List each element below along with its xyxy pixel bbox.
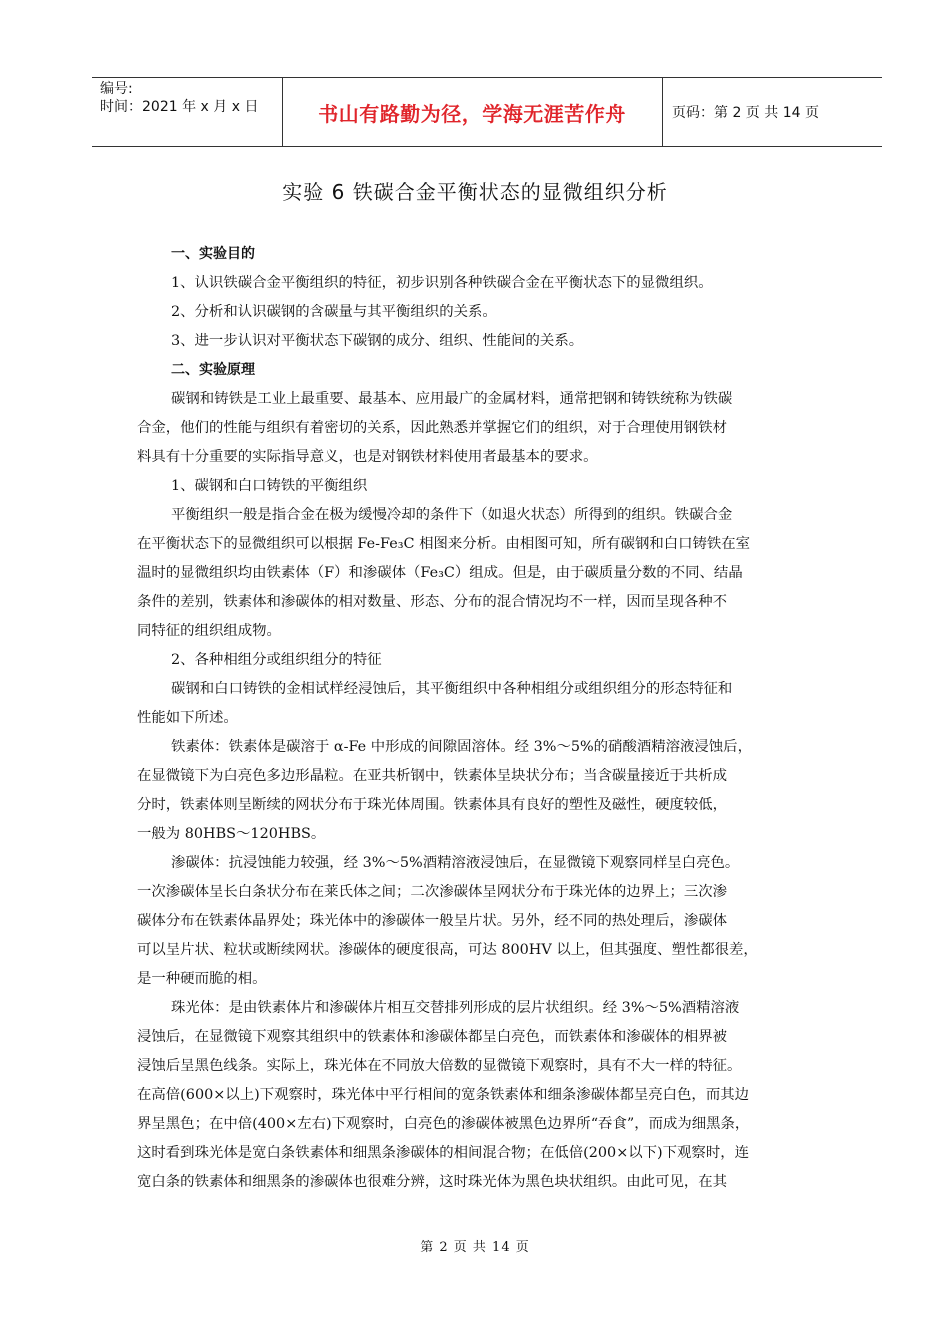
paragraph-line: 是一种硬而脆的相。 <box>137 971 267 987</box>
paragraph-line: 一次渗碳体呈长白条状分布在莱氏体之间；二次渗碳体呈网状分布于珠光体的边界上；三次渗 <box>137 884 728 900</box>
document-header <box>92 77 882 147</box>
time-label: 时间：2021 年 x 月 x 日 <box>100 99 259 115</box>
paragraph-line: 碳体分布在铁素体晶界处；珠光体中的渗碳体一般呈片状。另外，经不同的热处理后，渗碳体 <box>137 913 728 929</box>
paragraph-line: 宽白条的铁素体和细黑条的渗碳体也很难分辨，这时珠光体为黑色块状组织。由此可见，在其 <box>137 1174 728 1190</box>
paragraph-line: 在显微镜下为白亮色多边形晶粒。在亚共析钢中，铁素体呈块状分布；当含碳量接近于共析成 <box>137 768 728 784</box>
paragraph-line: 平衡组织一般是指合金在极为缓慢冷却的条件下（如退火状态）所得到的组织。铁碳合金 <box>171 507 733 523</box>
paragraph-line: 这时看到珠光体是宽白条铁素体和细黑条渗碳体的相间混合物；在低倍(200×以下)下观察时，连 <box>137 1145 749 1161</box>
document-body <box>137 240 849 1197</box>
document-title: 实验 6 铁碳合金平衡状态的显微组织分析 <box>282 180 668 204</box>
paragraph-line: 铁素体：铁素体是碳溶于 α-Fe 中形成的间隙固溶体。经 3%～5%的硝酸酒精溶液浸蚀后， <box>171 739 752 755</box>
list-item: 2、分析和认识碳钢的含碳量与其平衡组织的关系。 <box>171 304 497 320</box>
paragraph-line: 可以呈片状、粒状或断续网状。渗碳体的硬度很高，可达 800HV 以上，但其强度、塑性都很差， <box>137 942 758 958</box>
header-page-info: 页码：第 2 页 共 14 页 <box>672 105 819 121</box>
paragraph-line: 浸蚀后呈黑色线条。实际上，珠光体在不同放大倍数的显微镜下观察时，具有不大一样的特征。 <box>137 1058 742 1074</box>
paragraph-line: 珠光体：是由铁素体片和渗碳体片相互交替排列形成的层片状组织。经 3%～5%酒精溶液 <box>171 1000 740 1016</box>
paragraph-line: 合金，他们的性能与组织有着密切的关系，因此熟悉并掌握它们的组织，对于合理使用钢铁材 <box>137 420 728 436</box>
paragraph-line: 同特征的组织组成物。 <box>137 623 281 639</box>
paragraph-line: 性能如下所述。 <box>137 710 238 726</box>
paragraph-line: 温时的显微组织均由铁素体（F）和渗碳体（Fe₃C）组成。但是，由于碳质量分数的不同、结晶 <box>137 565 743 581</box>
paragraph-line: 条件的差别，铁素体和渗碳体的相对数量、形态、分布的混合情况均不一样，因而呈现各种不 <box>137 594 728 610</box>
paragraph-line: 浸蚀后，在显微镜下观察其组织中的铁素体和渗碳体都呈白亮色，而铁素体和渗碳体的相界被 <box>137 1029 728 1045</box>
list-item: 1、认识铁碳合金平衡组织的特征，初步识别各种铁碳合金在平衡状态下的显微组织。 <box>171 275 713 291</box>
paragraph-line: 渗碳体：抗浸蚀能力较强，经 3%～5%酒精溶液浸蚀后，在显微镜下观察同样呈白亮色。 <box>171 855 740 871</box>
subsection-heading: 2、各种相组分或组织组分的特征 <box>171 652 382 668</box>
paragraph-line: 分时，铁素体则呈断续的网状分布于珠光体周围。铁素体具有良好的塑性及磁性，硬度较低， <box>137 797 728 813</box>
paragraph-line: 碳钢和铸铁是工业上最重要、最基本、应用最广的金属材料，通常把钢和铸铁统称为铁碳 <box>171 391 733 407</box>
paragraph-line: 界呈黑色；在中倍(400×左右)下观察时，白亮色的渗碳体被黑色边界所“吞食”，而成为细黑条， <box>137 1116 750 1132</box>
header-meta <box>100 80 258 116</box>
subsection-heading: 1、碳钢和白口铸铁的平衡组织 <box>171 478 368 494</box>
page-footer: 第 2 页 共 14 页 <box>420 1240 530 1255</box>
header-divider <box>662 78 663 146</box>
number-label: 编号: <box>100 81 133 97</box>
list-item: 3、进一步认识对平衡状态下碳钢的成分、组织、性能间的关系。 <box>171 333 584 349</box>
header-motto: 书山有路勤为径，学海无涯苦作舟 <box>318 101 626 126</box>
paragraph-line: 在高倍(600×以上)下观察时，珠光体中平行相间的宽条铁素体和细条渗碳体都呈亮白色，而其边 <box>137 1087 749 1103</box>
paragraph-line: 料具有十分重要的实际指导意义，也是对钢铁材料使用者最基本的要求。 <box>137 449 598 465</box>
paragraph-line: 一般为 80HBS～120HBS。 <box>137 826 326 842</box>
section-heading: 一、实验目的 <box>171 246 255 262</box>
paragraph-line: 碳钢和白口铸铁的金相试样经浸蚀后，其平衡组织中各种相组分或组织组分的形态特征和 <box>171 681 733 697</box>
paragraph-line: 在平衡状态下的显微组织可以根据 Fe-Fe₃C 相图来分析。由相图可知，所有碳钢和白口铸铁在室 <box>137 536 751 552</box>
section-heading: 二、实验原理 <box>171 362 255 378</box>
